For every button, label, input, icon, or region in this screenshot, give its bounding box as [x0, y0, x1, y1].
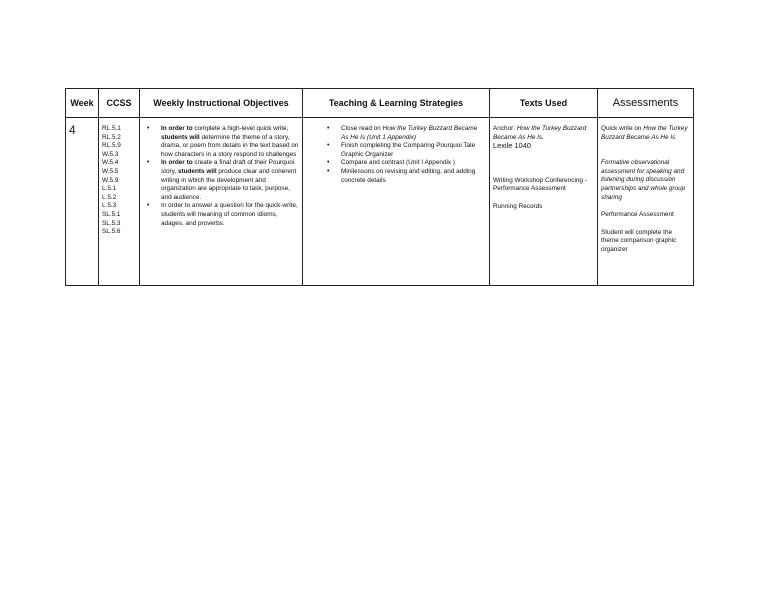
- strategies-header: Teaching & Learning Strategies: [303, 89, 490, 118]
- running-records: Running Records: [493, 202, 543, 210]
- texts-cell: [490, 118, 598, 286]
- strategies-cell: [303, 118, 490, 286]
- anchor-text: Anchor: How the Turkey Buzzard Became As He Is,: [493, 125, 587, 141]
- assessments-cell: [598, 118, 694, 286]
- writing-workshop: Writing Workshop Conferencing - Performance Assessment: [493, 176, 587, 193]
- strategy-item: • Close read on How the Turkey Buzzard Became As He Is (Unit 1 Appendix): [341, 125, 486, 142]
- week-cell: [66, 118, 99, 286]
- ccss-standard: L.5.3: [102, 202, 117, 210]
- ccss-standard: W.5.9: [102, 176, 119, 184]
- ccss-standard: RL.5.9: [102, 142, 121, 150]
- ccss-standard: L.5.1: [102, 185, 117, 193]
- lexile-level: Lexile 1040: [493, 141, 531, 151]
- assessments-content: [598, 118, 693, 255]
- ccss-standard: RL.5.2: [102, 133, 121, 141]
- ccss-standard: SL.5.3: [102, 219, 121, 227]
- ccss-standard: L.5.2: [102, 193, 117, 201]
- header-row: [66, 89, 694, 118]
- ccss-standard: SL.5.6: [102, 228, 121, 236]
- assessment-quick-write: Quick write on How the Turkey Buzzard Became As He Is: [601, 125, 688, 141]
- assessment-performance: Performance Assessment: [601, 211, 674, 219]
- assessment-graphic-organizer: Student will complete the theme comparison graphic organizer: [601, 228, 677, 253]
- table-row: [66, 118, 694, 286]
- ccss-standard: RL.5.1: [102, 125, 121, 132]
- objectives-list: [140, 118, 302, 228]
- lesson-plan-table: [65, 88, 694, 286]
- ccss-header: CCSS: [99, 89, 140, 118]
- week-header: Week: [66, 89, 99, 118]
- assessments-header: Assessments: [598, 89, 694, 118]
- strategy-item: • Minilessons on revising and editing, and adding concrete details: [341, 168, 486, 185]
- week-number: 4: [69, 123, 76, 137]
- ccss-list: [99, 118, 139, 237]
- ccss-standard: W.5.4: [102, 159, 119, 167]
- assessment-formative: Formative observational assessment for speaking and listening during discussion partnerships and whole group sharing: [601, 159, 686, 201]
- strategy-item: • Compare and contrast (Unit I Appendix ): [341, 159, 486, 168]
- objective-item: • In order to create a final draft of their Pourquoi story, students will produce clear and coherent writing in which the development and organization are appropriate to task, purpose, and audience.: [161, 159, 299, 202]
- objectives-cell: [140, 118, 303, 286]
- ccss-standard: W.5.3: [102, 150, 119, 158]
- strategies-list: [303, 118, 489, 185]
- ccss-cell: [99, 118, 140, 286]
- strategy-item: • Finish completing the Comparing Pourquoi Tale Graphic Organizer: [341, 142, 486, 159]
- texts-header: Texts Used: [490, 89, 598, 118]
- ccss-standard: W.5.5: [102, 167, 119, 175]
- texts-content: [490, 118, 597, 212]
- ccss-standard: SL.5.1: [102, 210, 121, 218]
- objective-item: • In order to answer a question for the quick-write, students will meaning of common idioms, adages, and proverbs.: [161, 202, 299, 228]
- objectives-header: Weekly Instructional Objectives: [140, 89, 303, 118]
- objective-item: • In order to complete a high-level quick write, students will determine the theme of a story, drama, or poem from details in the text based on how characters in a story respond to challenges: [161, 125, 299, 159]
